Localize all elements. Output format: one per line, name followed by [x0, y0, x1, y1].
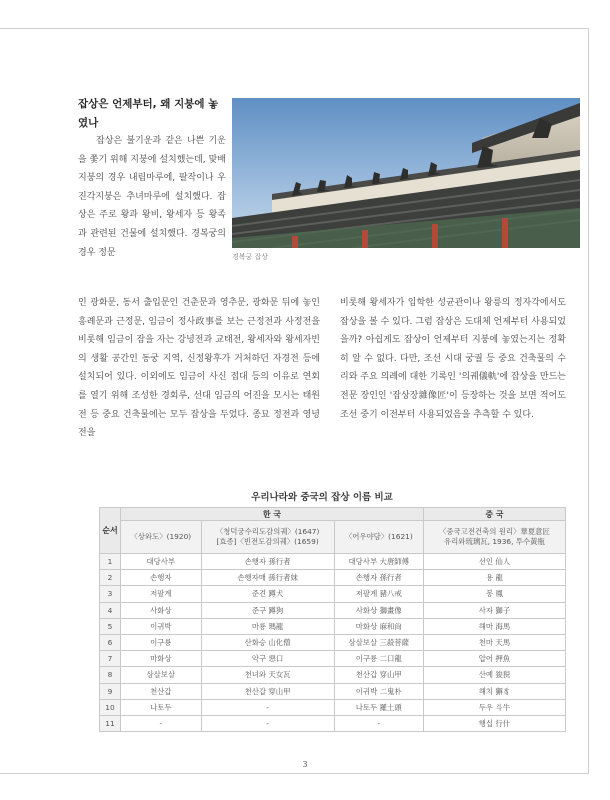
photo-caption: 경복궁 잡상 [232, 253, 269, 261]
table-cell: 나토두 [121, 699, 202, 715]
table-cell: 저팔계 豬八戒 [334, 586, 423, 602]
table-cell: 산화승 山化僧 [201, 634, 334, 650]
row-number-cell: 6 [100, 634, 121, 650]
section-heading: 잡상은 언제부터, 왜 지붕에 놓였나 [78, 98, 219, 129]
table-cell: 사화상 [121, 602, 202, 618]
table-row [100, 667, 566, 683]
table-cell: 사화상 獅畫像 [334, 602, 423, 618]
table-cell: 천산갑 [121, 683, 202, 699]
table-cell: 손행자 [121, 570, 202, 586]
comparison-table [99, 507, 566, 732]
table-cell: 대당사부 [121, 554, 202, 570]
table-row [100, 570, 566, 586]
table-cell: - [334, 715, 423, 731]
table-cell: 천마 天馬 [423, 634, 565, 650]
table-cell: - [201, 699, 334, 715]
table-cell: 천산갑 穿山甲 [334, 667, 423, 683]
table-cell: 마화상 [121, 651, 202, 667]
column-header-order: 순서 [100, 508, 121, 554]
table-cell: - [201, 715, 334, 731]
table-cell: 손행자매 孫行者妹 [201, 570, 334, 586]
source-header: 〈어우야담〉(1621) [334, 521, 423, 554]
table-cell: 용 龍 [423, 570, 565, 586]
table-row [100, 618, 566, 634]
roof-figures-photo [232, 98, 580, 248]
body-column-left: 인 광화문, 동서 출입문인 건춘문과 영추문, 광화문 뒤에 놓인 흥례문과 근정문, 임금이 정사政事를 보는 근정전과 사정전을 비롯해 임금이 잠을 자는 강녕전과 교태전, 왕세자와 왕세자빈의 생활 공간인 동궁 지역, 신정왕후가 거처하던 자경전 등에 설치되어 있다. 이외에도 임금이 사신 접대 등의 이유로 연회를 열기 위해 조성한 경회루, 선대 임금의 어진을 모시는 태원전 등 중요 건축물에는 모두 잡상을 두었다. 종묘 정전과 영녕전을 [78, 298, 320, 439]
table-row [100, 683, 566, 699]
row-number-cell: 9 [100, 683, 121, 699]
table-cell: 해치 獬豸 [423, 683, 565, 699]
table-row [100, 602, 566, 618]
intro-paragraph [78, 132, 226, 262]
table-cell: 천녀와 天女瓦 [201, 667, 334, 683]
table-cell: 저팔계 [121, 586, 202, 602]
table-cell: 봉 鳳 [423, 586, 565, 602]
table-title: 우리나라와 중국의 잡상 이름 비교 [251, 492, 393, 503]
body-column-right: 비롯해 왕세자가 입학한 성균관이나 왕릉의 정자각에서도 잡상을 볼 수 있다. 그럼 잡상은 도대체 언제부터 사용되었을까? 아쉽게도 잡상이 언제부터 지붕에 놓였는지는 정확히 알 수 없다. 다만, 조선 시대 궁궐 등 중요 건축물의 수리와 주요 의례에 대한 기록인 '의궤儀軌'에 잡상을 만드는 전문 장인인 '잡상장雜像匠'이 등장하는 것을 보면 적어도 조선 중기 이전부터 사용되었음을 추측할 수 있다. [340, 298, 566, 420]
page-number: 3 [302, 760, 308, 769]
table-cell: 산예 狻猊 [423, 667, 565, 683]
table-row [100, 634, 566, 650]
table-cell: 이귀박 二鬼朴 [334, 683, 423, 699]
row-number-cell: 1 [100, 554, 121, 570]
table-cell: 두우 斗牛 [423, 699, 565, 715]
group-header-korea: 한 국 [121, 508, 424, 521]
row-number-cell: 8 [100, 667, 121, 683]
row-number-cell: 11 [100, 715, 121, 731]
row-number-cell: 7 [100, 651, 121, 667]
table-cell: 행십 行什 [423, 715, 565, 731]
table-cell: 나토두 羅土頭 [334, 699, 423, 715]
table-cell: 준구 蹲狗 [201, 602, 334, 618]
group-header-china: 중 국 [423, 508, 565, 521]
table-cell: 천산갑 穿山甲 [201, 683, 334, 699]
table-row [100, 586, 566, 602]
table-cell: 선인 仙人 [423, 554, 565, 570]
table-row [100, 651, 566, 667]
table-cell: 악구 惡口 [201, 651, 334, 667]
table-row [100, 554, 566, 570]
table-cell: 이귀박 [121, 618, 202, 634]
row-number-cell: 10 [100, 699, 121, 715]
row-number-cell: 4 [100, 602, 121, 618]
table-cell: 준견 蹲犬 [201, 586, 334, 602]
source-header: 〈청덕궁수리도감의궤〉(1647) [효종]〈빈전도감의궤〉(1659) [201, 521, 334, 554]
table-cell: 마화상 麻和尙 [334, 618, 423, 634]
table-cell: 손행자 孫行者 [201, 554, 334, 570]
intro-text: 잡상은 불기운과 같은 나쁜 기운을 쫓기 위해 지붕에 설치했는데, 맞배지붕의 경우 내림마루에, 팔작이나 우진각지붕은 추녀마루에 설치했다. 잡상은 주로 왕과 왕비, 왕세자 등 왕족과 관련된 건물에 설치했다. 경복궁의 경우 정문 [78, 136, 226, 258]
table-cell: 이구룡 二口龍 [334, 651, 423, 667]
table-cell: 사자 獅子 [423, 602, 565, 618]
table-cell: 압어 押魚 [423, 651, 565, 667]
table-row [100, 715, 566, 731]
table-cell: 삼살보살 [121, 667, 202, 683]
table-cell: 마룡 瑪龍 [201, 618, 334, 634]
table-row [100, 699, 566, 715]
row-number-cell: 5 [100, 618, 121, 634]
table-cell: 이구룡 [121, 634, 202, 650]
table-cell: 손행자 孫行者 [334, 570, 423, 586]
table-cell: 삼살보살 三殺菩薩 [334, 634, 423, 650]
table-cell: - [121, 715, 202, 731]
source-header: 〈중국고전건축의 원리〉華夏意匠 유리와琉璃瓦, 1936, 투수黃瓶 [423, 521, 565, 554]
row-number-cell: 3 [100, 586, 121, 602]
table-cell: 해마 海馬 [423, 618, 565, 634]
table-cell: 대당사부 大唐師傅 [334, 554, 423, 570]
source-header: 〈상와도〉(1920) [121, 521, 202, 554]
row-number-cell: 2 [100, 570, 121, 586]
